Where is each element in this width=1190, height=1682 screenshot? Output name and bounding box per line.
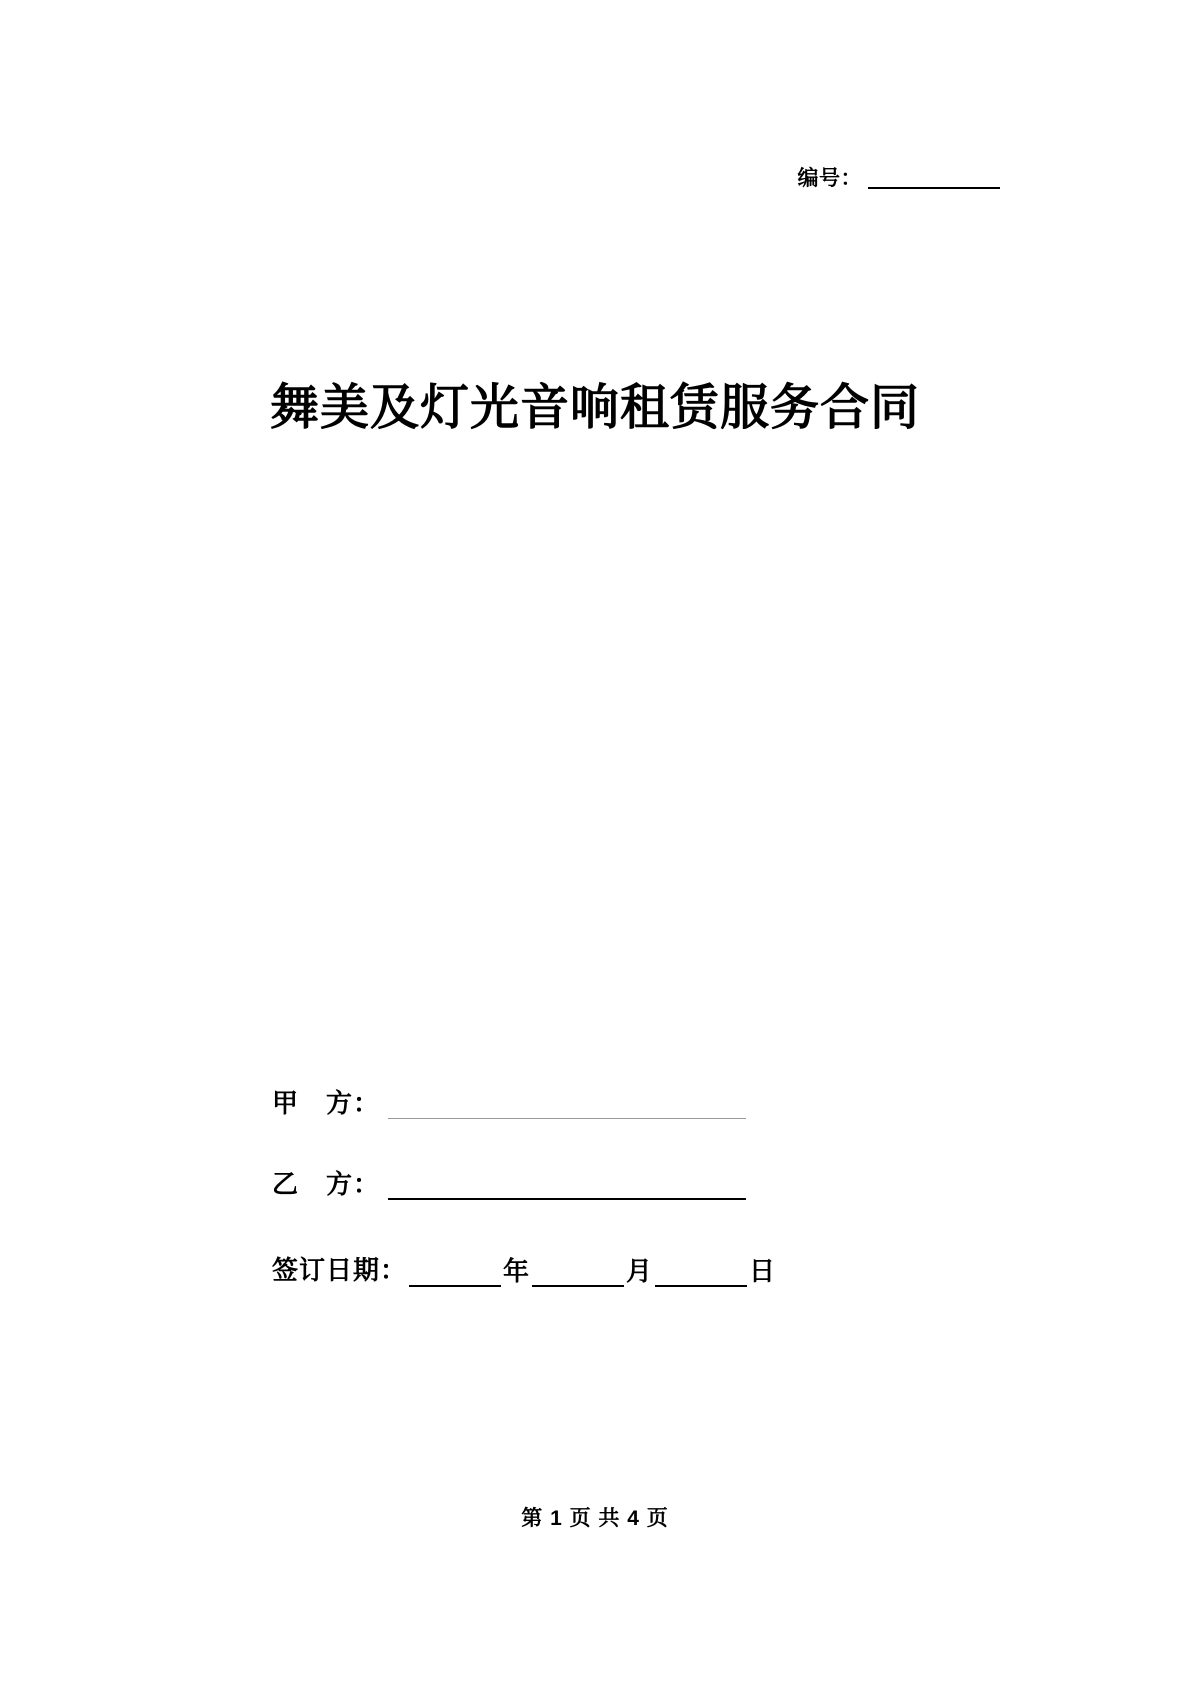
page-footer: 第 1 页 共 4 页 xyxy=(521,1507,669,1530)
party-b-row xyxy=(272,1169,972,1200)
signing-date-year-unit: 年 xyxy=(503,1256,531,1287)
signing-date-day-unit: 日 xyxy=(749,1256,777,1287)
signature-block xyxy=(272,1088,972,1287)
page-title: 舞美及灯光音响租赁服务合同 xyxy=(269,380,920,435)
signing-date-month-unit: 月 xyxy=(626,1256,654,1287)
party-a-label: 甲 方： xyxy=(272,1088,381,1118)
contract-number-label: 编号： xyxy=(797,167,862,190)
signing-date-month-field[interactable] xyxy=(532,1268,624,1287)
signing-date-year-field[interactable] xyxy=(409,1268,501,1287)
party-b-field[interactable] xyxy=(388,1180,746,1200)
contract-number-blank[interactable] xyxy=(868,170,1000,189)
party-a-field[interactable] xyxy=(388,1100,746,1119)
signing-date-day-field[interactable] xyxy=(655,1268,747,1287)
contract-number xyxy=(798,168,1001,189)
party-b-label: 乙 方： xyxy=(272,1169,381,1200)
signing-date-row xyxy=(272,1250,972,1287)
party-a-row xyxy=(272,1088,972,1119)
signing-date-label: 签订日期： xyxy=(272,1255,408,1286)
